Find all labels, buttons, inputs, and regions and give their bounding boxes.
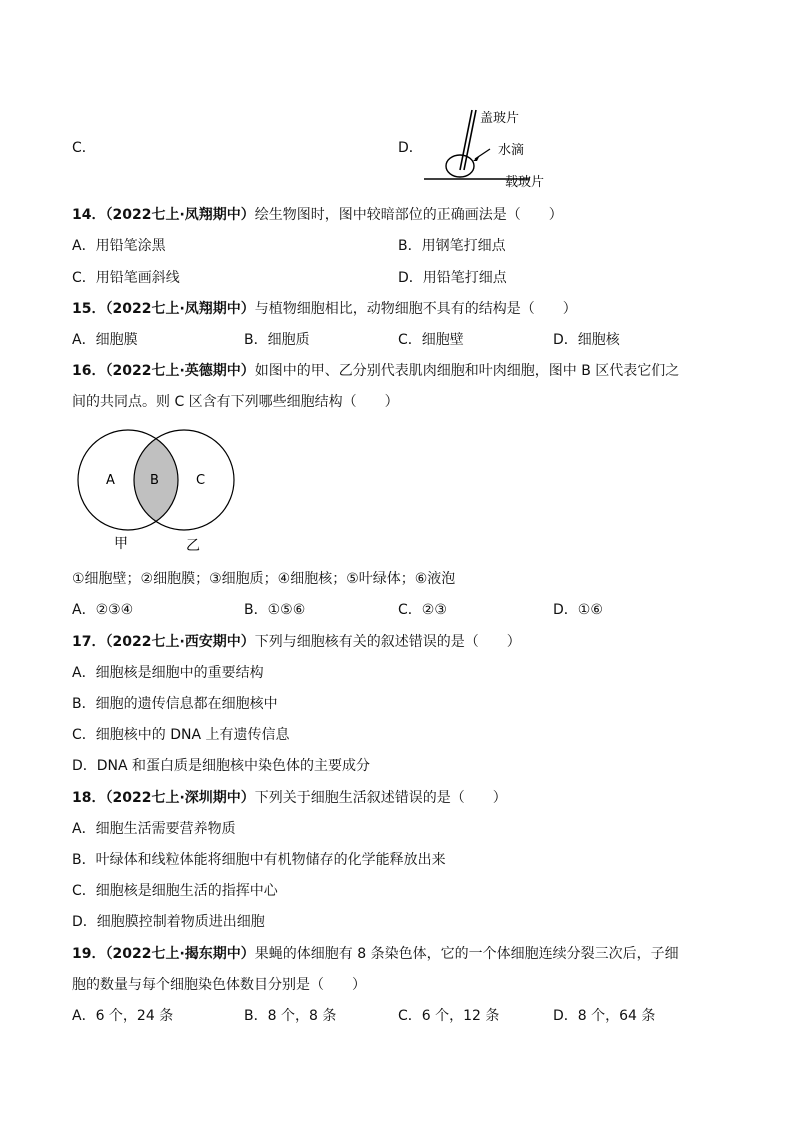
venn-region-a: A xyxy=(106,473,115,488)
q19-option-d: D．8 个，64 条 xyxy=(553,1008,656,1024)
q15-option-c: C．细胞壁 xyxy=(398,332,464,348)
q18-option-b: B．叶绿体和线粒体能将细胞中有机物储存的化学能释放出来 xyxy=(72,852,446,868)
venn-region-b: B xyxy=(150,473,159,488)
question-source: （2022七上·揭东期中） xyxy=(105,946,255,962)
q17-option-c: C．细胞核中的 DNA 上有遗传信息 xyxy=(72,727,290,743)
question-16-stem xyxy=(72,361,679,381)
q19-option-c: C．6 个，12 条 xyxy=(398,1008,500,1024)
q14-option-a: A．用铅笔涂黑 xyxy=(72,238,166,254)
slide-label: 载玻片 xyxy=(505,175,545,190)
question-text: 与植物细胞相比，动物细胞不具有的结构是（ ） xyxy=(254,301,577,317)
venn-region-c: C xyxy=(196,473,206,488)
q14-option-d: D．用铅笔打细点 xyxy=(398,270,507,286)
question-14-stem xyxy=(72,205,563,225)
q15-option-a: A．细胞膜 xyxy=(72,332,138,348)
question-source: （2022七上·凤翔期中） xyxy=(105,301,255,317)
question-16-stem-line2: 间的共同点。则 C 区含有下列哪些细胞结构（ ） xyxy=(72,394,399,410)
question-18-stem xyxy=(72,788,507,808)
q14-option-c: C．用铅笔画斜线 xyxy=(72,270,180,286)
question-text: 如图中的甲、乙分别代表肌肉细胞和叶肉细胞，图中 B 区代表它们之 xyxy=(254,363,680,379)
q15-option-d: D．细胞核 xyxy=(553,332,620,348)
q13-option-d: D． xyxy=(398,140,423,156)
cover-slip-label: 盖玻片 xyxy=(480,111,520,126)
q16-option-d: D．①⑥ xyxy=(553,602,603,618)
water-drop-label: 水滴 xyxy=(498,143,525,158)
question-16-items: ①细胞壁；②细胞膜；③细胞质；④细胞核；⑤叶绿体；⑥液泡 xyxy=(72,571,456,587)
question-19-stem-line2: 胞的数量与每个细胞染色体数目分别是（ ） xyxy=(72,977,366,993)
q18-option-d: D．细胞膜控制着物质进出细胞 xyxy=(72,914,265,930)
question-text: 下列关于细胞生活叙述错误的是（ ） xyxy=(254,790,507,806)
question-number: 14． xyxy=(72,207,106,223)
question-17-stem xyxy=(72,632,521,652)
question-text: 绘生物图时，图中较暗部位的正确画法是（ ） xyxy=(254,207,563,223)
q13-option-c: C． xyxy=(72,140,96,156)
question-19-stem xyxy=(72,944,679,964)
question-number: 17． xyxy=(72,634,106,650)
question-15-stem xyxy=(72,299,577,319)
cover-slip-diagram xyxy=(420,104,560,194)
q16-option-a: A．②③④ xyxy=(72,602,134,618)
q16-option-b: B．①⑤⑥ xyxy=(244,602,306,618)
venn-label-jia: 甲 xyxy=(114,536,128,552)
question-source: （2022七上·英德期中） xyxy=(105,363,255,379)
q17-option-b: B．细胞的遗传信息都在细胞核中 xyxy=(72,696,278,712)
question-text: 下列与细胞核有关的叙述错误的是（ ） xyxy=(254,634,521,650)
venn-diagram xyxy=(72,424,242,556)
question-number: 15． xyxy=(72,301,106,317)
q17-option-d: D．DNA 和蛋白质是细胞核中染色体的主要成分 xyxy=(72,758,371,774)
question-source: （2022七上·深圳期中） xyxy=(105,790,255,806)
question-number: 18． xyxy=(72,790,106,806)
venn-label-yi: 乙 xyxy=(186,538,200,554)
q19-option-b: B．8 个，8 条 xyxy=(244,1008,337,1024)
question-text: 果蝇的体细胞有 8 条染色体，它的一个体细胞连续分裂三次后，子细 xyxy=(254,946,679,962)
q18-option-a: A．细胞生活需要营养物质 xyxy=(72,821,236,837)
q14-option-b: B．用钢笔打细点 xyxy=(398,238,506,254)
question-source: （2022七上·西安期中） xyxy=(105,634,255,650)
question-source: （2022七上·凤翔期中） xyxy=(105,207,255,223)
q15-option-b: B．细胞质 xyxy=(244,332,310,348)
q18-option-c: C．细胞核是细胞生活的指挥中心 xyxy=(72,883,278,899)
q19-option-a: A．6 个，24 条 xyxy=(72,1008,174,1024)
question-number: 16． xyxy=(72,363,106,379)
q16-option-c: C．②③ xyxy=(398,602,447,618)
q17-option-a: A．细胞核是细胞中的重要结构 xyxy=(72,665,264,681)
question-number: 19． xyxy=(72,946,106,962)
